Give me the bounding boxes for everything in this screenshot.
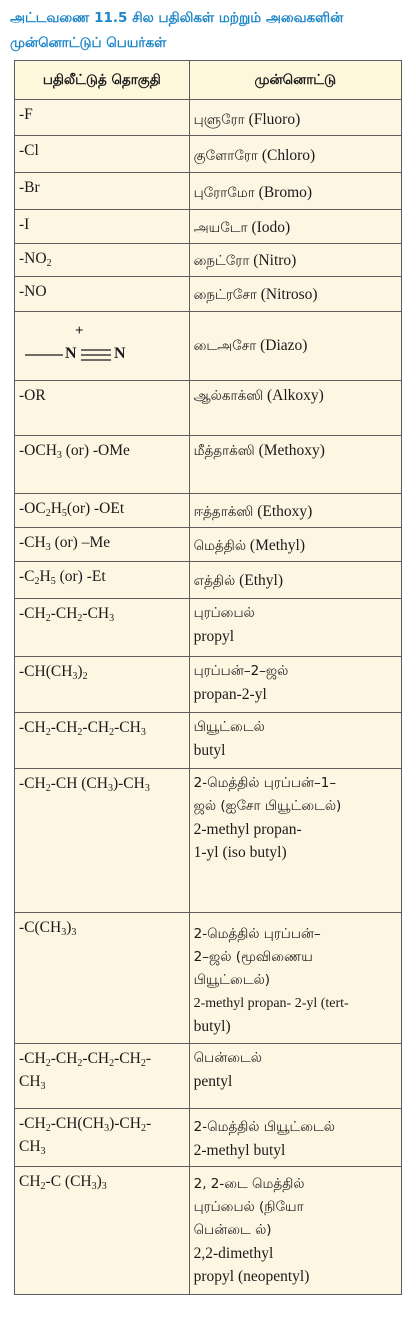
table-row (15, 713, 402, 769)
positive-charge-label: + (75, 323, 84, 339)
prefix-cell: புளுரோ (Fluoro) (189, 100, 401, 136)
single-bond-line (23, 322, 153, 370)
table-row (15, 599, 402, 657)
table-row (15, 436, 402, 494)
substituent-cell: $-C_2H_5$ (or) -Et (15, 562, 190, 599)
caption-line-1: அட்டவணை 11.5 சில பதிலிகள் மற்றும் அவைகளின் (10, 10, 344, 26)
substituent-cell: $-CH(CH_3)_2$ (15, 657, 190, 713)
prefix-cell: மீத்தாக்ஸி (Methoxy) (189, 436, 401, 494)
prefix-cell: புரப்பன்–2–ஜல் propan-2-yl (189, 657, 401, 713)
substituent-cell: $-CH_2-CH(CH_3)-CH_2-$ $CH_3$ (15, 1109, 190, 1167)
prefix-cell: புரோமோ (Bromo) (189, 173, 401, 210)
prefix-cell: டைஅசோ (Diazo) (189, 312, 401, 381)
substituent-cell: -F (15, 100, 190, 136)
nitrogen-atom-2: N (114, 345, 126, 362)
substituent-cell: $-CH_2-CH$ $(CH_3)-CH_3$ (15, 769, 190, 913)
substituent-cell: $-OC_2H_5(or)$ -OEt (15, 494, 190, 528)
table-row (15, 312, 402, 381)
prefix-cell: நைட்ரோ (Nitro) (189, 244, 401, 277)
prefix-cell: பென்டைல் pentyl (189, 1044, 401, 1109)
table-row (15, 494, 402, 528)
caption-line-2: முன்னொட்டுப் பெயர்கள் (10, 35, 167, 51)
table-caption (10, 6, 410, 56)
table-row (15, 381, 402, 436)
substituent-prefix-table (14, 60, 402, 1295)
table-row (15, 136, 402, 173)
table-row (15, 1167, 402, 1295)
substituent-cell: -I (15, 210, 190, 244)
table-row (15, 528, 402, 562)
substituent-cell: -Cl (15, 136, 190, 173)
table-row (15, 1109, 402, 1167)
table-row (15, 210, 402, 244)
prefix-cell: 2-மெத்தில் புரப்பன்–1– ஜல் (ஐசோ பியூட்டைல்) 2-methyl propan- 1-yl (iso butyl) (189, 769, 401, 913)
table-row (15, 277, 402, 312)
substituent-cell: -OR (15, 381, 190, 436)
nitrogen-atom-1: N (65, 345, 77, 362)
table-row (15, 657, 402, 713)
substituent-cell: $-OCH_3$ (or) -OMe (15, 436, 190, 494)
table-row (15, 244, 402, 277)
table-row (15, 913, 402, 1044)
substituent-cell (15, 312, 190, 381)
substituent-cell: $-CH_3$ (or) –Me (15, 528, 190, 562)
prefix-cell: அயடோ (Iodo) (189, 210, 401, 244)
substituent-cell: $CH_2-C$ $(CH_3)_3$ (15, 1167, 190, 1295)
table-header-row (15, 61, 402, 100)
table-row (15, 769, 402, 913)
substituent-cell: $-CH_2-CH_2-CH_3$ (15, 599, 190, 657)
substituent-cell: -Br (15, 173, 190, 210)
prefix-cell: புரப்பைல் propyl (189, 599, 401, 657)
substituent-cell: $-CH_2-CH_2-CH_2-CH_3$ (15, 713, 190, 769)
table-row (15, 1044, 402, 1109)
table-row (15, 173, 402, 210)
prefix-cell: நைட்ரசோ (Nitroso) (189, 277, 401, 312)
diazo-structure (23, 322, 153, 370)
prefix-cell: எத்தில் (Ethyl) (189, 562, 401, 599)
prefix-cell: 2-மெத்தில் பியூட்டைல் 2-methyl butyl (189, 1109, 401, 1167)
prefix-cell: குளோரோ (Chloro) (189, 136, 401, 173)
substituent-cell: $-C(CH_3)_3$ (15, 913, 190, 1044)
table-row (15, 562, 402, 599)
substituent-cell: $-NO_2$ (15, 244, 190, 277)
substituent-cell: $-CH_2-CH_2-CH_2-CH_2-$ $CH_3$ (15, 1044, 190, 1109)
substituent-cell: -NO (15, 277, 190, 312)
prefix-cell: ஆல்காக்ஸி (Alkoxy) (189, 381, 401, 436)
prefix-cell: 2, 2-டை மெத்தில் புரப்பைல் (நியோ பென்டை ல்) 2,2-dimethyl propyl (neopentyl) (189, 1167, 401, 1295)
prefix-cell: ஈத்தாக்ஸி (Ethoxy) (189, 494, 401, 528)
header-prefix: முன்னொட்டு (189, 61, 401, 100)
prefix-cell: 2-மெத்தில் புரப்பன்– 2–ஜல் (மூவிணைய பியூட்டைல்) 2-methyl propan- 2-yl (tert- butyl) (189, 913, 401, 1044)
table-row (15, 100, 402, 136)
prefix-cell: பியூட்டைல் butyl (189, 713, 401, 769)
header-substituent-group: பதிலீட்டுத் தொகுதி (15, 61, 190, 100)
prefix-cell: மெத்தில் (Methyl) (189, 528, 401, 562)
